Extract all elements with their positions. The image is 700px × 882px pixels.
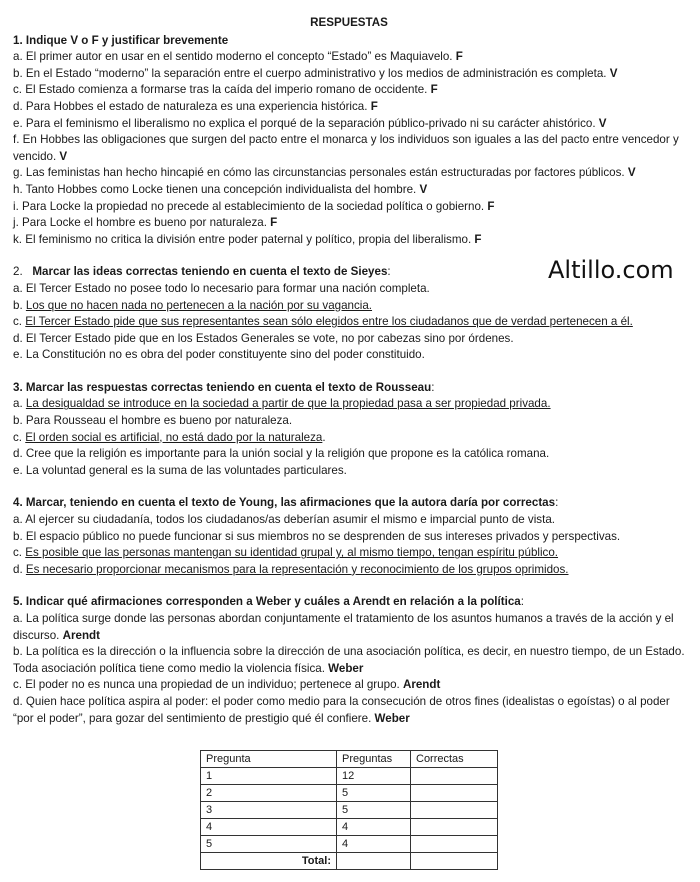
table-cell: 4 — [201, 819, 337, 836]
table-cell: 2 — [201, 785, 337, 802]
q1-item: g. Las feministas han hecho hincapié en cómo las circunstancias personales están estructuradas por factores públicos. V — [13, 166, 636, 180]
table-cell: 4 — [337, 819, 411, 836]
q4-item-correct: c. Es posible que las personas mantengan su identidad grupal y, al mismo tiempo, tengan espíritu público. — [13, 546, 559, 560]
q1-item: h. Tanto Hobbes como Locke tienen una concepción individualista del hombre. V — [13, 182, 428, 196]
score-table — [200, 750, 498, 870]
table-header: Pregunta — [201, 751, 337, 768]
q4-list — [13, 512, 685, 578]
q2-item-correct: b. Los que no hacen nada no pertenecen a la nación por su vagancia. — [13, 298, 373, 312]
table-cell — [411, 768, 498, 785]
q2-item: e. La Constitución no es obra del poder constituyente sino del poder constituido. — [13, 348, 425, 362]
table-cell — [411, 802, 498, 819]
q1-item: i. Para Locke la propiedad no precede al establecimiento de la sociedad política o gobierno. F — [13, 199, 495, 213]
table-cell — [411, 819, 498, 836]
section-gap — [13, 578, 685, 594]
table-cell: 4 — [337, 836, 411, 853]
q1-item: c. El Estado comienza a formarse tras la caída del imperio romano de occidente. F — [13, 83, 438, 97]
table-row — [201, 819, 498, 836]
q3-item-correct: c. El orden social es artificial, no está dado por la naturaleza. — [13, 430, 326, 444]
table-header: Preguntas — [337, 751, 411, 768]
q2-item-correct: c. El Tercer Estado pide que sus representantes sean sólo elegidos entre los ciudadanos que de verdad pertenecen a él. — [13, 315, 633, 329]
page-title: RESPUESTAS — [310, 16, 388, 29]
q1-item: b. En el Estado “moderno” la separación entre el cuerpo administrativo y los medios de administración es completa. V — [13, 66, 618, 80]
q4-heading: 4. Marcar, teniendo en cuenta el texto de Young, las afirmaciones que la autora daría por correctas: — [13, 496, 559, 510]
q1-item: f. En Hobbes las obligaciones que surgen del pacto entre el monarca y los individuos son iguales a las del pacto entre vencedor y vencido. V — [13, 133, 679, 163]
table-header: Correctas — [411, 751, 498, 768]
q2-heading: 2. Marcar las ideas correctas teniendo en cuenta el texto de Sieyes: — [13, 265, 391, 279]
q5-item: d. Quien hace política aspira al poder: el poder como medio para la consecución de otros fines (idealistas o egoístas) o al poder “por el poder”, para gozar del sentimiento de prestigio qué él confiere. Weber — [13, 694, 670, 725]
q3-item-correct: a. La desigualdad se introduce en la sociedad a partir de que la propiedad pasa a ser propiedad privada. — [13, 397, 551, 411]
table-cell — [411, 785, 498, 802]
total-value — [337, 853, 411, 870]
q3-item: b. Para Rousseau el hombre es bueno por naturaleza. — [13, 414, 293, 428]
table-header-row — [201, 751, 498, 768]
q3-heading: 3. Marcar las respuestas correctas teniendo en cuenta el texto de Rousseau: — [13, 380, 435, 394]
q4-item-correct: d. Es necesario proporcionar mecanismos para la representación y reconocimiento de los grupos oprimidos. — [13, 562, 569, 576]
q2-item: d. El Tercer Estado pide que en los Estados Generales se vote, no por cabezas sino por órdenes. — [13, 331, 514, 345]
table-row — [201, 785, 498, 802]
q4-item: a. Al ejercer su ciudadanía, todos los ciudadanos/as deberían asumir el mismo e imparcial punto de vista. — [13, 513, 555, 527]
table-row — [201, 768, 498, 785]
watermark-logo: Altillo.com — [548, 256, 674, 284]
section-gap — [13, 479, 685, 495]
table-row — [201, 836, 498, 853]
q5-item: a. La política surge donde las personas abordan conjuntamente el tratamiento de los asuntos humanos a través de la acción y el discurso. Arendt — [13, 612, 674, 642]
table-cell — [411, 836, 498, 853]
table-row — [201, 802, 498, 819]
q3-item: e. La voluntad general es la suma de las voluntades particulares. — [13, 463, 347, 477]
q2-item: a. El Tercer Estado no posee todo lo necesario para formar una nación completa. — [13, 281, 430, 295]
q1-heading: 1. Indique V o F y justificar brevemente — [13, 33, 229, 47]
total-value — [411, 853, 498, 870]
table-cell: 5 — [337, 785, 411, 802]
q5-item: b. La política es la dirección o la influencia sobre la dirección de una asociación política, es decir, en nuestro tiempo, de un Estado. Toda asociación política tiene como medio la violencia física. Weber — [13, 645, 685, 675]
q1-item: a. El primer autor en usar en el sentido moderno el concepto “Estado” es Maquiavelo. F — [13, 50, 463, 64]
q1-item: e. Para el feminismo el liberalismo no explica el porqué de la separación público-privado ni su carácter ahistórico. V — [13, 116, 607, 130]
q4-item: b. El espacio público no puede funcionar si sus miembros no se desprenden de sus intereses privados y perspectivas. — [13, 529, 621, 543]
q2-list — [13, 281, 685, 364]
q1-item: k. El feminismo no critica la división entre poder paternal y político, propia del liberalismo. F — [13, 232, 482, 246]
q1-list — [13, 49, 685, 248]
q3-item: d. Cree que la religión es importante para la unión social y la religión que propone es la católica romana. — [13, 447, 550, 461]
section-gap — [13, 364, 685, 380]
total-label: Total: — [201, 853, 337, 870]
table-total-row — [201, 853, 498, 870]
table-cell: 5 — [337, 802, 411, 819]
q1-item: j. Para Locke el hombre es bueno por naturaleza. F — [13, 216, 278, 230]
q5-heading: 5. Indicar qué afirmaciones corresponden a Weber y cuáles a Arendt en relación a la política: — [13, 595, 524, 609]
q5-list — [13, 611, 685, 727]
table-cell: 1 — [201, 768, 337, 785]
table-cell: 3 — [201, 802, 337, 819]
answers-document — [13, 15, 685, 727]
table-cell: 12 — [337, 768, 411, 785]
q1-item: d. Para Hobbes el estado de naturaleza es una experiencia histórica. F — [13, 99, 378, 113]
table-cell: 5 — [201, 836, 337, 853]
q5-item: c. El poder no es nunca una propiedad de un individuo; pertenece al grupo. Arendt — [13, 678, 441, 692]
q3-list — [13, 396, 685, 479]
